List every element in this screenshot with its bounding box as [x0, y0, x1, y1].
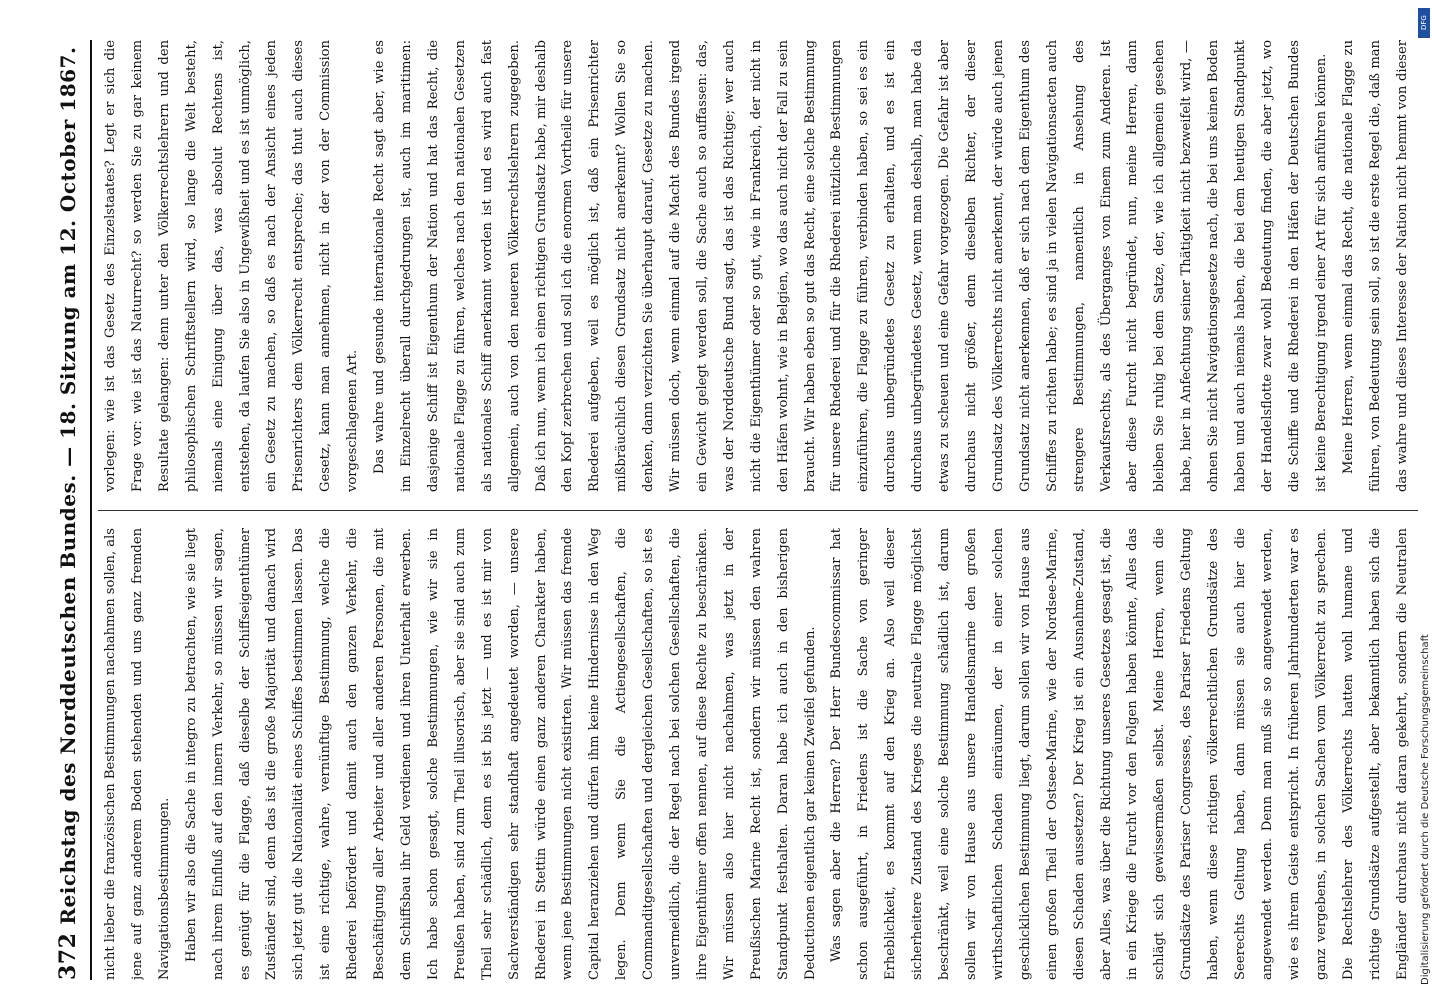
- left-paragraph: nicht lieber die französischen Bestimmungen nachahmen sollen, als jene auf ganz anderem Boden stehenden und uns ganz fremden Navigationsbestimmungen.: [103, 528, 172, 980]
- left-paragraph: Was sagen aber die Herren? Der Herr Bundescommissar hat schon ausgeführt, in Friedens ist die Sache von geringer Erheblichkeit, es kommt auf den Krieg an. Also weil dieser sicherheitere Zustand des Krieges die neutrale Flagge möglichst beschränkt, weil eine solche Bestimmung schädlich ist, darum sollen wir von Hause aus unsere Handelsmarine den großen wirthschaftlichen Schaden einräumen, der in einer solchen geschicklichen Bestimmung liegt, darum sollen wir von Hause aus einen großen Theil der Ostsee-Marine, wie der Nordsee-Marine, diesen Schaden aussetzen? Der Krieg ist ein Ausnahme-Zustand, aber Alles, was über die Richtung unseres Gesetzes gesagt ist, die in ein Kriege die Furcht vor den Folgen haben könnte, Alles das schlägt sich gewissermaßen selbst. Meine Herren, wenn die Grundsätze des Pariser Congresses, des Pariser Friedens Geltung haben, wenn diese richtigen völkerrechtlichen Grundsätze des Seerechts Geltung haben, dann müssen sie auch hier die angewendet werden. Denn man muß sie so angewendet werden, wie es ihrem Geiste entspricht. In früheren Jahrhunderten war es ganz vergebens, in solchen Sachen vom Völkerrecht zu sprechen. Die Rechtslehrer des Völkerrechts hatten wohl humane und richtige Grundsätze aufgestellt, aber bekanntlich haben sich die Engländer durchaus nicht daran gekehrt, sondern die Neutralen: [829, 528, 1410, 980]
- left-paragraph: Haben wir also die Sache in integro zu betrachten, wie sie liegt nach ihrem Einfluß auf den innern Verkehr, so müssen wir sagen, es genügt für die Flagge, daß dieselbe der Schiffseigenthümer Zuständer sind, denn das ist die große Majorität und danach wird sich jetzt gut die Nationalität eines Schiffes bestimmen lassen. Das ist eine richtige, wahre, vernünftige Bestimmung, welche die Rhederei befördert und damit auch den ganzen Verkehr, die Beschäftigung aller Arbeiter und aller anderen Personen, die mit dem Schiffsbau ihr Geld verdienen und ihren Unterhalt erwerben. Ich habe schon gesagt, solche Bestimmungen, wie wir sie in Preußen haben, sind zum Theil illusorisch, aber sie sind auch zum Theil sehr schädlich, denn es ist bis jetzt — und es ist mir von Sachverständigen sehr standhaft angedeutet worden, — unsere Rhederei in Stettin würde einen ganz anderen Charakter haben, wenn jene Bestimmungen nicht existirten. Wir müssen das fremde Capital heranziehen und dürfen ihm keine Hindernisse in den Weg legen. Denn wenn Sie die Actiengesellschaften, die Commanditgesellschaften und dergleichen Gesellschaften, so ist es unvermeidlich, die der Regel nach bei solchen Gesellschaften, die ihre Eigenthümer offen nennen, auf diese Rechte zu beschränken. Wir müssen also hier nicht nachahmen, was jetzt in der Preußischen Marine Recht ist, sondern wir müssen den wahren Standpunkt festhalten. Daran habe ich auch in den bisherigen Deductionen eigentlich gar keinen Zweifel gefunden.: [183, 528, 818, 980]
- header-rule: [90, 40, 92, 980]
- right-paragraph: Das wahre und gesunde internationale Recht sagt aber, wie es im Einzelrecht überall durchgedrungen ist, auch im maritimen: dasjenige Schiff ist Eigenthum der Nation und hat das Recht, die nationale Flagge zu führen, welches nach den nationalen Gesetzen als nationales Schiff anerkannt worden ist und es wird auch fast allgemein, auch von den neueren Völkerrechtslehrern zugegeben. Daß ich nun, wenn ich einen richtigen Grundsatz habe, mir deshalb den Kopf zerbrechen und soll ich die enormen Vortheile für unsere Rhederei aufgeben, weil es möglich ist, daß ein Prisenrichter mißbräuchlich diesen Grundsatz nicht anerkennt? Wollen Sie so denken, dann verzichten Sie überhaupt darauf, Gesetze zu machen. Wir müssen doch, wenn einmal auf die Macht des Bundes irgend ein Gewicht gelegt werden soll, die Sache auch so auffassen: das, was der Norddeutsche Bund sagt, das ist das Richtige; wer auch nicht die Eigenthümer oder so gut, wie in Frankreich, der nicht in den Häfen wohnt, wie in Belgien, wo das auch nicht der Fall zu sein braucht. Wir haben eben so gut das Recht, eine solche Bestimmung für unsere Rhederei und für die Rhederei nützliche Bestimmungen einzuführen, die Flagge zu führen, verbinden haben, so sei es ein durchaus unbegründetes Gesetz zu erhalten, und es ist ein durchaus unbegründetes Gesetz, wenn man deshalb, man habe da etwas zu scheuen und eine Gefahr vorgezogen. Die Gefahr ist aber durchaus nicht größer, denn dieselben Richter, der dieser Grundsatz des Völkerrechts nicht anerkennt, der würde auch jenen Grundsatz nicht anerkennen, daß er sich nach dem Eigenthum des Schiffes zu richten habe; es sind ja in vielen Navigationsacten auch strengere Bestimmungen, namentlich in Ansehung des Verkaufsrechts, als des Überganges von Einem zum Anderen. Ist aber diese Furcht nicht begründet, nun, meine Herren, dann bleiben Sie ruhig bei dem Satze, der, wie ich allgemein gesehen habe, hier in Anfechtung seiner Thätigkeit nicht bezweifelt wird, — ohnen Sie nicht Navigationsgesetze nach, die bei uns keinen Boden haben und auch niemals haben, die bei dem heutigen Standpunkt der Handelsflotte zwar wohl Bedeutung finden, die aber jetzt, wo die Schiffe und die Rhederei in den Häfen der Deutschen Bundes ist keine Berechtigung irgend einer Art für sich anführen können.: [372, 40, 1329, 492]
- right-paragraph: Meine Herren, wenn einmal das Recht, die nationale Flagge zu führen, von Bedeutung sein soll, so ist die erste Regel die, daß man das wahre und dieses Interesse der Nation nicht hemmt von dieser: [1340, 40, 1410, 492]
- right-title: 18. Sitzung am 12. October 1867.: [56, 46, 80, 439]
- right-paragraph: vorlegen: wie ist das Gesetz des Einzelstaates? Legt er sich die Frage vor: wie ist das Naturrecht? so werden Sie zu gar keinem Resultate gelangen: denn unter den Völkerrechtslehrern und den philosophischen Schriftstellern wird, so lange die Welt besteht, niemals eine Einigung über das, was absolut Rechtens ist, entstehen, da laufen Sie also in Ungewißheit und es ist unmöglich, ein Gesetz zu machen, so daß es nach der Ansicht eines jeden Prisenrichters dem Völkerrecht entspreche; das thut auch dieses Gesetz, kann man annehmen, nicht in der von der Commission vorgeschlagenen Art.: [103, 40, 361, 492]
- page-header: [48, 40, 88, 980]
- digitization-note: Digitalisierung gefördert durch die Deutsche Forschungsgemeinschaft: [1420, 634, 1431, 985]
- rotated-newspaper-page: [40, 40, 1432, 980]
- right-column: [98, 40, 1418, 492]
- dfg-logo: DFG: [1418, 8, 1430, 38]
- left-title: Reichstag des Norddeutschen Bundes.: [56, 474, 80, 925]
- page-title: [56, 39, 80, 933]
- page-number: 372: [55, 932, 81, 980]
- left-column: [98, 528, 1418, 980]
- column-separator: [98, 510, 1418, 511]
- title-dash: —: [56, 446, 80, 467]
